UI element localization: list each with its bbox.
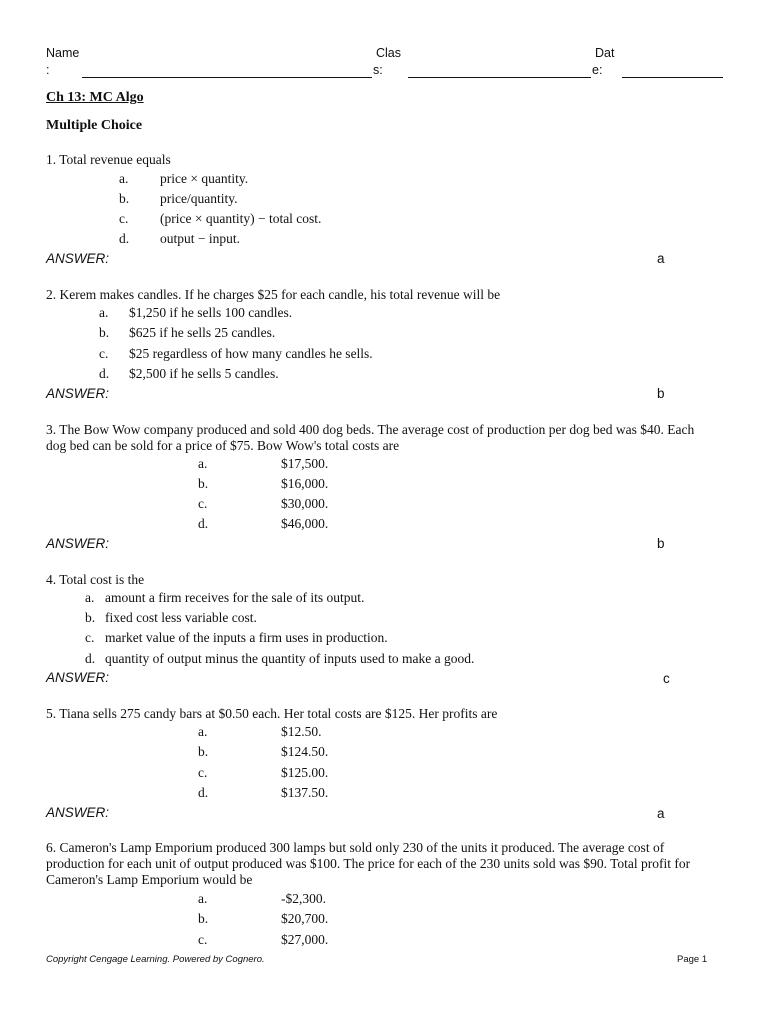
option-letter: a. — [99, 305, 109, 320]
answer-key: b — [657, 536, 665, 551]
option-letter: b. — [198, 744, 209, 759]
option-text: $27,000. — [281, 932, 329, 947]
answer-key: a — [657, 251, 665, 266]
footer-page-number: Page 1 — [677, 954, 708, 965]
name-label-bottom: : — [46, 63, 50, 77]
option-text: $137.50. — [281, 785, 329, 800]
name-label-top: Name — [46, 46, 80, 60]
option-text: $30,000. — [281, 496, 329, 511]
option-letter: d. — [198, 516, 209, 531]
date-label-bottom: e: — [592, 63, 603, 77]
name-field-line[interactable] — [82, 77, 372, 78]
answer-key: b — [657, 386, 665, 401]
option-text: market value of the inputs a firm uses in production. — [105, 630, 388, 645]
option-letter: a. — [198, 891, 208, 906]
option-letter: a. — [119, 171, 129, 186]
question-stem: 2. Kerem makes candles. If he charges $25 for each candle, his total revenue will be — [46, 287, 501, 302]
question-stem-line: Cameron's Lamp Emporium would be — [46, 872, 253, 887]
answer-label: ANSWER: — [46, 386, 110, 401]
option-letter: d. — [198, 785, 209, 800]
option-text: (price × quantity) − total cost. — [160, 211, 322, 226]
option-letter: b. — [119, 191, 130, 206]
option-letter: c. — [85, 630, 95, 645]
option-letter: a. — [85, 590, 95, 605]
chapter-title: Ch 13: MC Algo — [46, 90, 144, 105]
option-text: price × quantity. — [160, 171, 249, 186]
answer-label: ANSWER: — [46, 670, 110, 685]
option-letter: b. — [85, 610, 96, 625]
answer-label: ANSWER: — [46, 536, 110, 551]
question-stem: 4. Total cost is the — [46, 572, 145, 587]
option-text: -$2,300. — [281, 891, 326, 906]
answer-key: c — [663, 671, 670, 686]
option-letter: c. — [198, 765, 208, 780]
date-field-line[interactable] — [622, 77, 723, 78]
option-letter: d. — [85, 651, 96, 666]
question-stem: 5. Tiana sells 275 candy bars at $0.50 each. Her total costs are $125. Her profits are — [46, 706, 498, 721]
section-title: Multiple Choice — [46, 118, 143, 133]
question-stem-line: dog bed can be sold for a price of $75. Bow Wow's total costs are — [46, 438, 400, 453]
option-text: output − input. — [160, 231, 240, 246]
option-text: $17,500. — [281, 456, 329, 471]
option-text: $125.00. — [281, 765, 329, 780]
option-text: price/quantity. — [160, 191, 238, 206]
option-letter: d. — [99, 366, 110, 381]
question-stem-line: 6. Cameron's Lamp Emporium produced 300 lamps but sold only 230 of the units it produced. The average cost of — [46, 840, 665, 855]
option-text: $20,700. — [281, 911, 329, 926]
class-field-line[interactable] — [408, 77, 591, 78]
answer-label: ANSWER: — [46, 805, 110, 820]
option-text: amount a firm receives for the sale of its output. — [105, 590, 365, 605]
option-text: $25 regardless of how many candles he sells. — [129, 346, 373, 361]
option-letter: d. — [119, 231, 130, 246]
answer-key: a — [657, 806, 665, 821]
option-letter: c. — [198, 932, 208, 947]
option-letter: a. — [198, 456, 208, 471]
question-stem-line: production for each unit of output produced was $100. The price for each of the 230 units sold was $90. Total profit for — [46, 856, 691, 871]
option-text: $625 if he sells 25 candles. — [129, 325, 276, 340]
option-letter: b. — [198, 476, 209, 491]
footer-copyright: Copyright Cengage Learning. Powered by Cognero. — [46, 954, 265, 965]
option-letter: a. — [198, 724, 208, 739]
option-text: $12.50. — [281, 724, 322, 739]
option-text: quantity of output minus the quantity of inputs used to make a good. — [105, 651, 475, 666]
option-text: $46,000. — [281, 516, 329, 531]
class-label-bottom: s: — [373, 63, 383, 77]
class-label-top: Clas — [376, 46, 402, 60]
option-letter: b. — [99, 325, 110, 340]
question-stem-line: 3. The Bow Wow company produced and sold 400 dog beds. The average cost of production per dog bed was $40. Each — [46, 422, 695, 437]
question-stem: 1. Total revenue equals — [46, 152, 171, 167]
option-letter: b. — [198, 911, 209, 926]
option-text: $16,000. — [281, 476, 329, 491]
answer-label: ANSWER: — [46, 251, 110, 266]
date-label-top: Dat — [595, 46, 615, 60]
option-text: fixed cost less variable cost. — [105, 610, 257, 625]
option-letter: c. — [198, 496, 208, 511]
option-text: $1,250 if he sells 100 candles. — [129, 305, 293, 320]
option-letter: c. — [119, 211, 129, 226]
option-text: $2,500 if he sells 5 candles. — [129, 366, 279, 381]
option-letter: c. — [99, 346, 109, 361]
option-text: $124.50. — [281, 744, 329, 759]
